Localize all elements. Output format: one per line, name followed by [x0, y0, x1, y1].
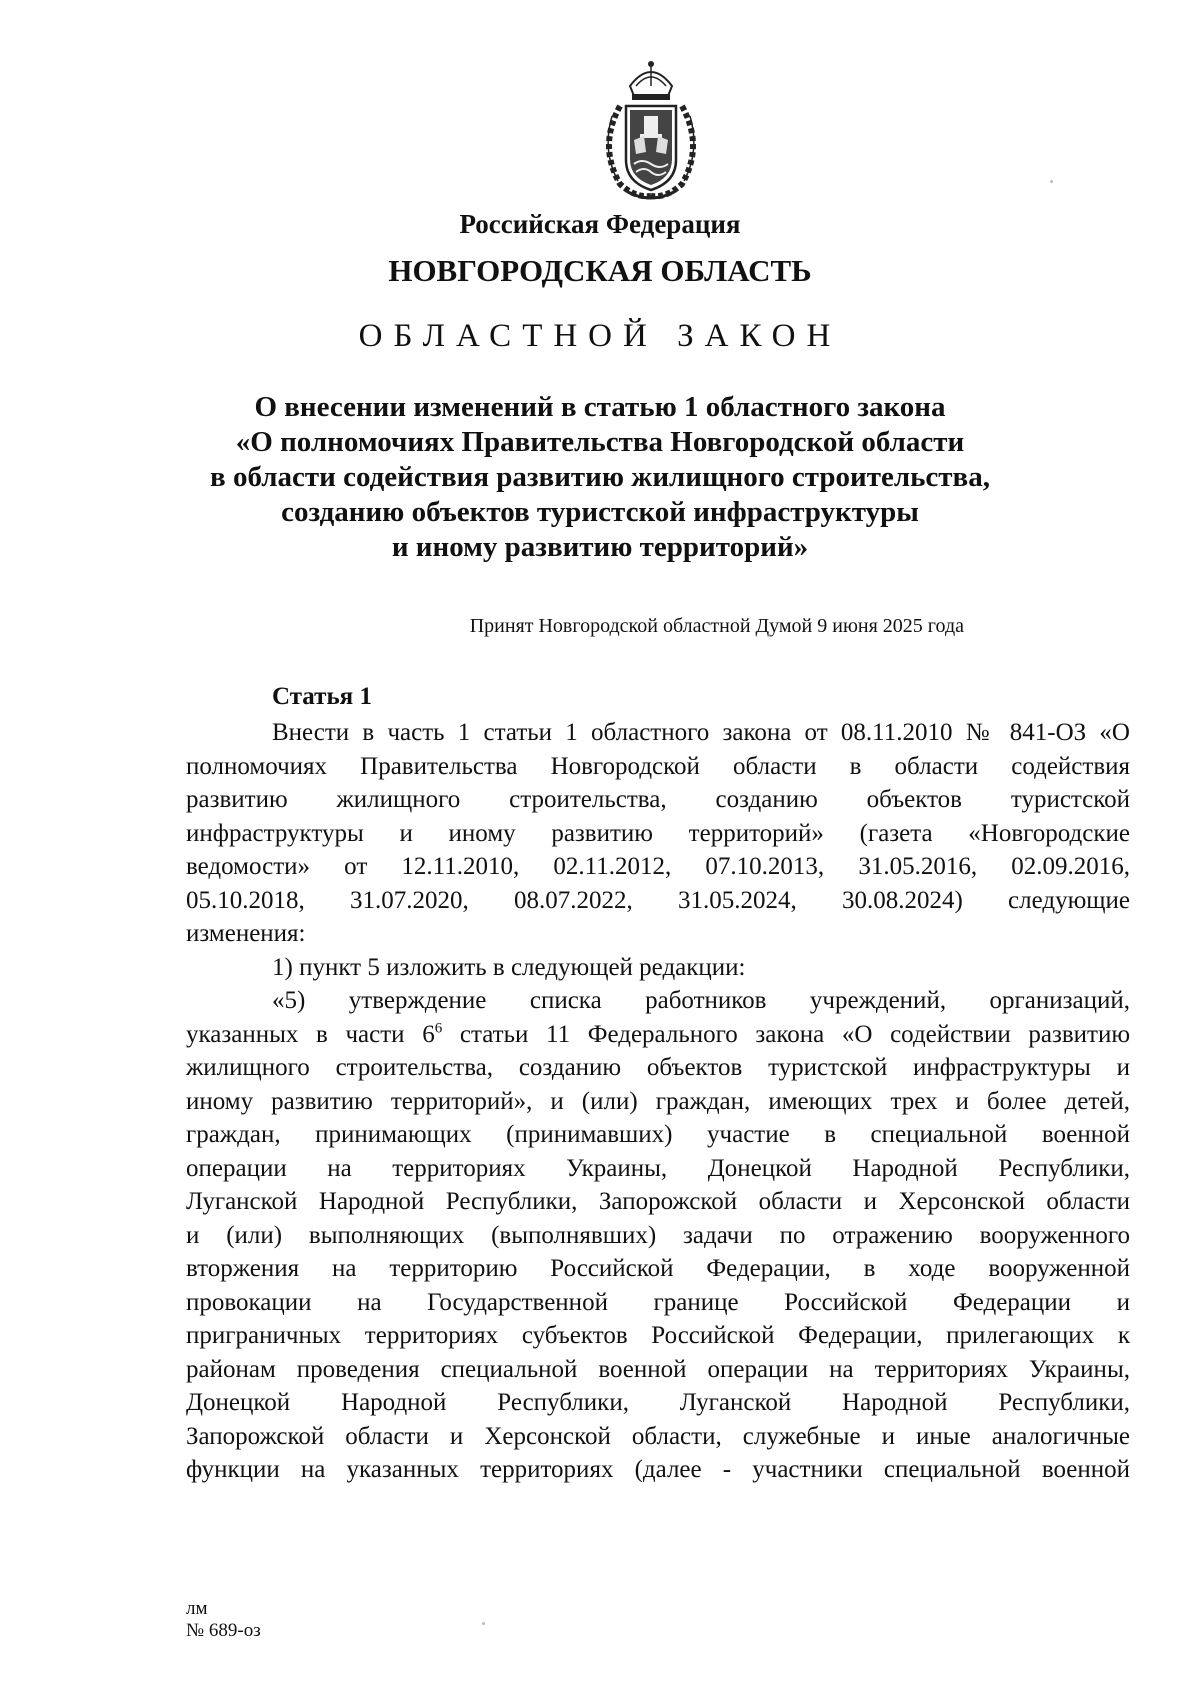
title-line: О внесении изменений в статью 1 областного закона — [254, 391, 946, 423]
scan-speck — [1050, 180, 1053, 183]
body-line: и (или) выполняющих (выполнявших) задачи по отражению вооруженного — [186, 1221, 1130, 1249]
body-line: 1) пункт 5 изложить в следующей редакции: — [272, 953, 746, 981]
body-line: инфраструктуры и иному развитию территорий» (газета «Новгородские — [186, 819, 1130, 847]
body-line: вторжения на территорию Российской Федерации, в ходе вооруженной — [186, 1255, 1130, 1282]
adoption-note: Принят Новгородской областной Думой 9 июня 2025 года — [469, 615, 964, 637]
body-line: развитию жилищного строительства, созданию объектов туристской — [186, 786, 1130, 813]
document-footer — [186, 1598, 261, 1642]
superscript: 6 — [434, 1020, 443, 1037]
body-line: функции на указанных территориях (далее - участники специальной военной — [186, 1456, 1130, 1483]
body-line: провокации на Государственной границе Российской Федерации и — [186, 1288, 1130, 1316]
body-line: Луганской Народной Республики, Запорожской области и Херсонской области — [186, 1188, 1130, 1215]
body-line — [186, 1018, 1130, 1052]
law-title — [0, 390, 1200, 565]
body-line: Донецкой Народной Республики, Луганской Народной Республики, — [186, 1389, 1130, 1416]
article-heading: Статья 1 — [272, 683, 372, 710]
novgorod-coat-of-arms-emblem — [590, 56, 712, 204]
body-line: районам проведения специальной военной операции на территориях Украины, — [186, 1355, 1130, 1383]
body-line: жилищного строительства, созданию объектов туристской инфраструктуры и — [186, 1054, 1130, 1081]
article-body — [186, 716, 1130, 1487]
body-line: операции на территориях Украины, Донецкой Народной Республики, — [186, 1154, 1130, 1182]
law-type: ОБЛАСТНОЙ ЗАКОН — [358, 318, 842, 354]
body-line: «5) утверждение списка работников учреждений, организаций, — [272, 987, 1130, 1014]
title-line: и иному развитию территорий» — [391, 531, 809, 563]
body-line: полномочиях Правительства Новгородской области в области содействия — [186, 752, 1130, 780]
body-line: 05.10.2018, 31.07.2020, 08.07.2022, 31.05.2024, 30.08.2024) следующие — [186, 886, 1130, 914]
body-line: Внести в часть 1 статьи 1 областного закона от 08.11.2010 № 841-ОЗ «О — [272, 719, 1130, 746]
body-line: граждан, принимающих (принимавших) участие в специальной военной — [186, 1121, 1130, 1148]
body-line-part: указанных в части 6 — [186, 1020, 435, 1048]
title-line: в области содействия развитию жилищного строительства, — [210, 461, 990, 493]
title-line: созданию объектов туристской инфраструктуры — [281, 496, 919, 528]
country-name: Российская Федерация — [459, 209, 741, 239]
body-line: иному развитию территорий», и (или) граждан, имеющих трех и более детей, — [186, 1087, 1130, 1115]
body-line: приграничных территориях субъектов Российской Федерации, прилегающих к — [186, 1322, 1130, 1349]
footer-initials: лм — [186, 1598, 208, 1619]
scan-speck — [482, 1622, 485, 1625]
body-line: изменения: — [186, 920, 306, 947]
body-line: ведомости» от 12.11.2010, 02.11.2012, 07.10.2013, 31.05.2016, 02.09.2016, — [186, 853, 1130, 880]
body-line-part: статьи 11 Федерального закона «О содействии развитию — [442, 1020, 1131, 1048]
region-name: НОВГОРОДСКАЯ ОБЛАСТЬ — [388, 253, 812, 288]
body-line: Запорожской области и Херсонской области, служебные и иные аналогичные — [186, 1422, 1130, 1450]
title-line: «О полномочиях Правительства Новгородской области — [235, 426, 965, 458]
law-number: № 689-оз — [186, 1620, 261, 1641]
